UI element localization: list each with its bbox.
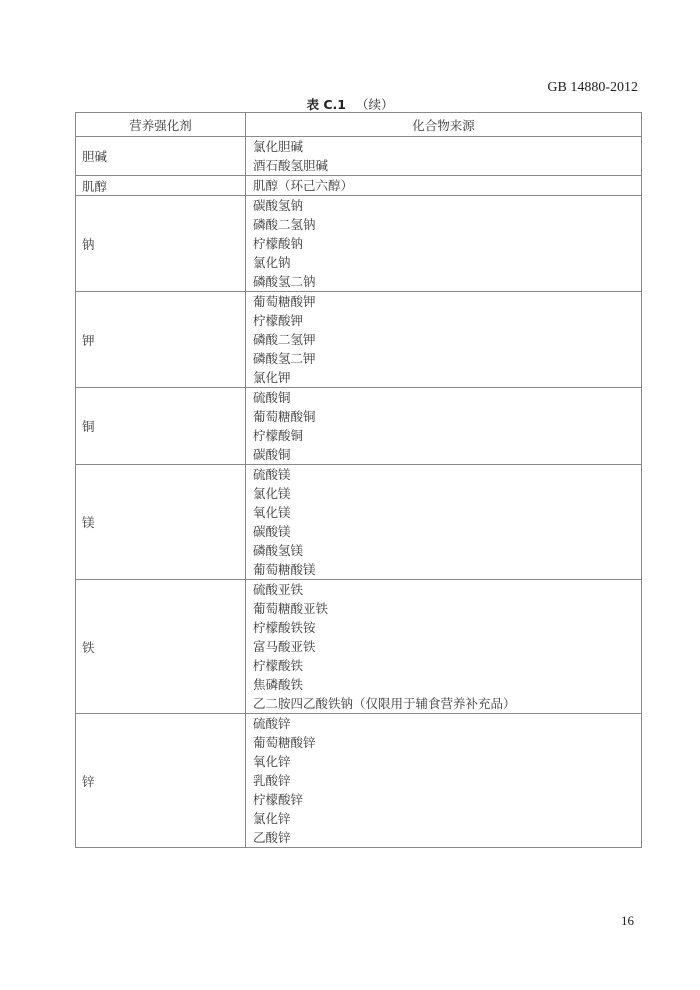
table-body [76,137,642,848]
table-row [76,580,642,714]
compound-sources [246,714,642,848]
compound-source-item: 硫酸铜 [253,390,291,405]
nutrient-name: 铁 [76,580,246,714]
compound-source-item: 焦磷酸铁 [253,677,304,692]
nutrient-name: 钠 [76,196,246,292]
table-row [76,292,642,388]
compound-source-item: 磷酸氢二钠 [253,274,316,289]
compound-source-item: 肌醇（环己六醇） [253,178,354,193]
nutrient-name: 铜 [76,388,246,465]
table-row [76,176,642,196]
compound-source-item: 硫酸锌 [253,716,291,731]
compound-source-item: 碳酸铜 [253,447,291,462]
compound-source-item: 磷酸氢镁 [253,543,304,558]
compound-source-item: 氯化钠 [253,255,291,270]
column-header-source: 化合物来源 [246,113,642,137]
compound-source-item: 磷酸二氢钠 [253,217,316,232]
compound-source-item: 硫酸镁 [253,467,291,482]
compound-source-item: 富马酸亚铁 [253,639,316,654]
compound-source-item: 柠檬酸锌 [253,792,304,807]
compound-source-item: 硫酸亚铁 [253,582,304,597]
table-caption-continued: （续） [355,97,394,112]
column-header-nutrient: 营养强化剂 [76,113,246,137]
compound-sources [246,580,642,714]
compound-source-item: 葡萄糖酸铜 [253,409,316,424]
nutrient-name: 钾 [76,292,246,388]
table-row [76,465,642,580]
table-row [76,388,642,465]
compound-source-item: 氯化钾 [253,370,291,385]
standard-code: GB 14880-2012 [547,80,638,95]
compound-sources [246,465,642,580]
compound-source-item: 磷酸氢二钾 [253,351,316,366]
table-caption [0,95,700,113]
compound-sources [246,176,642,196]
table-caption-title: 表 C.1 [306,97,346,112]
compound-source-item: 氯化镁 [253,486,291,501]
compound-source-item: 酒石酸氢胆碱 [253,158,329,173]
compound-source-item: 葡萄糖酸镁 [253,562,316,577]
nutrient-name: 镁 [76,465,246,580]
compound-source-item: 氯化胆碱 [253,139,304,154]
compound-source-item: 乙酸锌 [253,830,291,845]
compound-source-item: 氧化锌 [253,754,291,769]
compound-source-item: 柠檬酸钠 [253,236,304,251]
compound-source-item: 葡萄糖酸钾 [253,294,316,309]
compound-source-item: 碳酸氢钠 [253,198,304,213]
nutrient-name: 锌 [76,714,246,848]
compound-sources [246,388,642,465]
compound-source-item: 柠檬酸钾 [253,313,304,328]
compound-sources [246,292,642,388]
compound-source-item: 柠檬酸铁铵 [253,620,316,635]
compound-source-item: 氯化锌 [253,811,291,826]
nutrient-fortifier-table [75,112,642,848]
compound-source-item: 磷酸二氢钾 [253,332,316,347]
nutrient-name: 胆碱 [76,137,246,176]
nutrient-name: 肌醇 [76,176,246,196]
table-row [76,196,642,292]
table-row [76,714,642,848]
compound-source-item: 柠檬酸铁 [253,658,304,673]
table-row [76,137,642,176]
compound-source-item: 碳酸镁 [253,524,291,539]
compound-sources [246,137,642,176]
compound-source-item: 氧化镁 [253,505,291,520]
compound-source-item: 乙二胺四乙酸铁钠（仅限用于辅食营养补充品） [253,696,516,711]
compound-sources [246,196,642,292]
table-header-row [76,113,642,137]
page-number: 16 [621,913,634,928]
compound-source-item: 葡萄糖酸锌 [253,735,316,750]
compound-source-item: 葡萄糖酸亚铁 [253,601,329,616]
compound-source-item: 乳酸锌 [253,773,291,788]
compound-source-item: 柠檬酸铜 [253,428,304,443]
